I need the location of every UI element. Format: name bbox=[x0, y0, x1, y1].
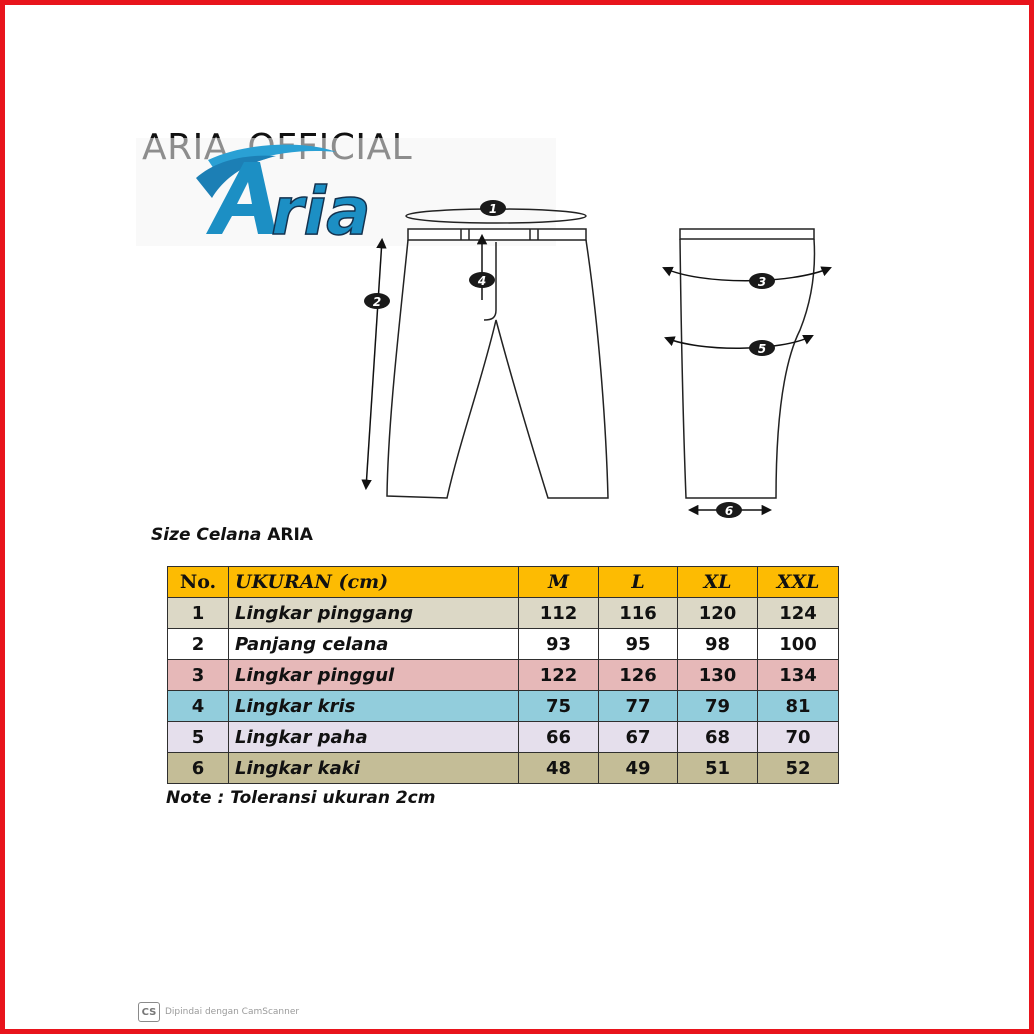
size-title-brand: ARIA bbox=[267, 525, 313, 545]
row-value-m: 66 bbox=[519, 722, 599, 753]
marker-6 bbox=[716, 502, 742, 518]
svg-text:4: 4 bbox=[477, 274, 487, 288]
row-value-xxl: 124 bbox=[758, 598, 839, 629]
front-view-pants bbox=[387, 229, 608, 498]
row-value-l: 126 bbox=[599, 660, 678, 691]
row-no: 2 bbox=[168, 629, 229, 660]
marker-4 bbox=[469, 272, 495, 288]
svg-text:1: 1 bbox=[488, 202, 498, 216]
row-value-l: 95 bbox=[599, 629, 678, 660]
header-ukuran: UKURAN (cm) bbox=[229, 567, 519, 598]
row-value-xl: 98 bbox=[678, 629, 758, 660]
row-no: 4 bbox=[168, 691, 229, 722]
pants-diagram bbox=[340, 190, 860, 530]
row-value-m: 93 bbox=[519, 629, 599, 660]
row-value-xxl: 81 bbox=[758, 691, 839, 722]
header-l: L bbox=[599, 567, 678, 598]
row-no: 1 bbox=[168, 598, 229, 629]
row-name: Lingkar paha bbox=[229, 722, 519, 753]
svg-text:3: 3 bbox=[757, 275, 767, 289]
row-value-m: 122 bbox=[519, 660, 599, 691]
header-no: No. bbox=[168, 567, 229, 598]
table-row bbox=[168, 722, 839, 753]
logo-wordmark: ria bbox=[271, 173, 371, 246]
row-name: Lingkar kris bbox=[229, 691, 519, 722]
svg-text:2: 2 bbox=[372, 295, 382, 309]
row-value-xxl: 70 bbox=[758, 722, 839, 753]
row-name: Lingkar pinggul bbox=[229, 660, 519, 691]
row-no: 5 bbox=[168, 722, 229, 753]
svg-text:5: 5 bbox=[757, 342, 767, 356]
table-row bbox=[168, 629, 839, 660]
row-name: Lingkar kaki bbox=[229, 753, 519, 784]
row-value-l: 49 bbox=[599, 753, 678, 784]
marker-2 bbox=[364, 293, 390, 309]
header-xl: XL bbox=[678, 567, 758, 598]
row-value-m: 112 bbox=[519, 598, 599, 629]
row-name: Panjang celana bbox=[229, 629, 519, 660]
row-value-l: 77 bbox=[599, 691, 678, 722]
row-value-xxl: 100 bbox=[758, 629, 839, 660]
row-value-xxl: 52 bbox=[758, 753, 839, 784]
row-no: 6 bbox=[168, 753, 229, 784]
row-value-m: 48 bbox=[519, 753, 599, 784]
header-xxl: XXL bbox=[758, 567, 839, 598]
row-value-xxl: 134 bbox=[758, 660, 839, 691]
row-value-xl: 120 bbox=[678, 598, 758, 629]
marker-3 bbox=[749, 273, 775, 289]
table-row bbox=[168, 753, 839, 784]
size-chart-title bbox=[151, 525, 313, 545]
side-view-pants bbox=[680, 229, 814, 498]
marker-1 bbox=[480, 200, 506, 216]
table-row bbox=[168, 598, 839, 629]
row-value-m: 75 bbox=[519, 691, 599, 722]
header-m: M bbox=[519, 567, 599, 598]
camscanner-icon: CS bbox=[138, 1002, 160, 1022]
table-row bbox=[168, 691, 839, 722]
row-no: 3 bbox=[168, 660, 229, 691]
row-value-l: 67 bbox=[599, 722, 678, 753]
marker-5 bbox=[749, 340, 775, 356]
camscanner-watermark bbox=[138, 1002, 299, 1022]
tolerance-note: Note : Toleransi ukuran 2cm bbox=[166, 788, 436, 808]
row-value-xl: 130 bbox=[678, 660, 758, 691]
size-title-italic: Size Celana bbox=[151, 525, 262, 545]
watermark-text: Dipindai dengan CamScanner bbox=[165, 1007, 300, 1017]
svg-text:6: 6 bbox=[724, 504, 734, 518]
row-value-xl: 79 bbox=[678, 691, 758, 722]
row-value-xl: 51 bbox=[678, 753, 758, 784]
row-value-l: 116 bbox=[599, 598, 678, 629]
row-value-xl: 68 bbox=[678, 722, 758, 753]
table-row bbox=[168, 660, 839, 691]
row-name: Lingkar pinggang bbox=[229, 598, 519, 629]
table-header-row bbox=[168, 567, 839, 598]
size-table bbox=[167, 566, 839, 784]
